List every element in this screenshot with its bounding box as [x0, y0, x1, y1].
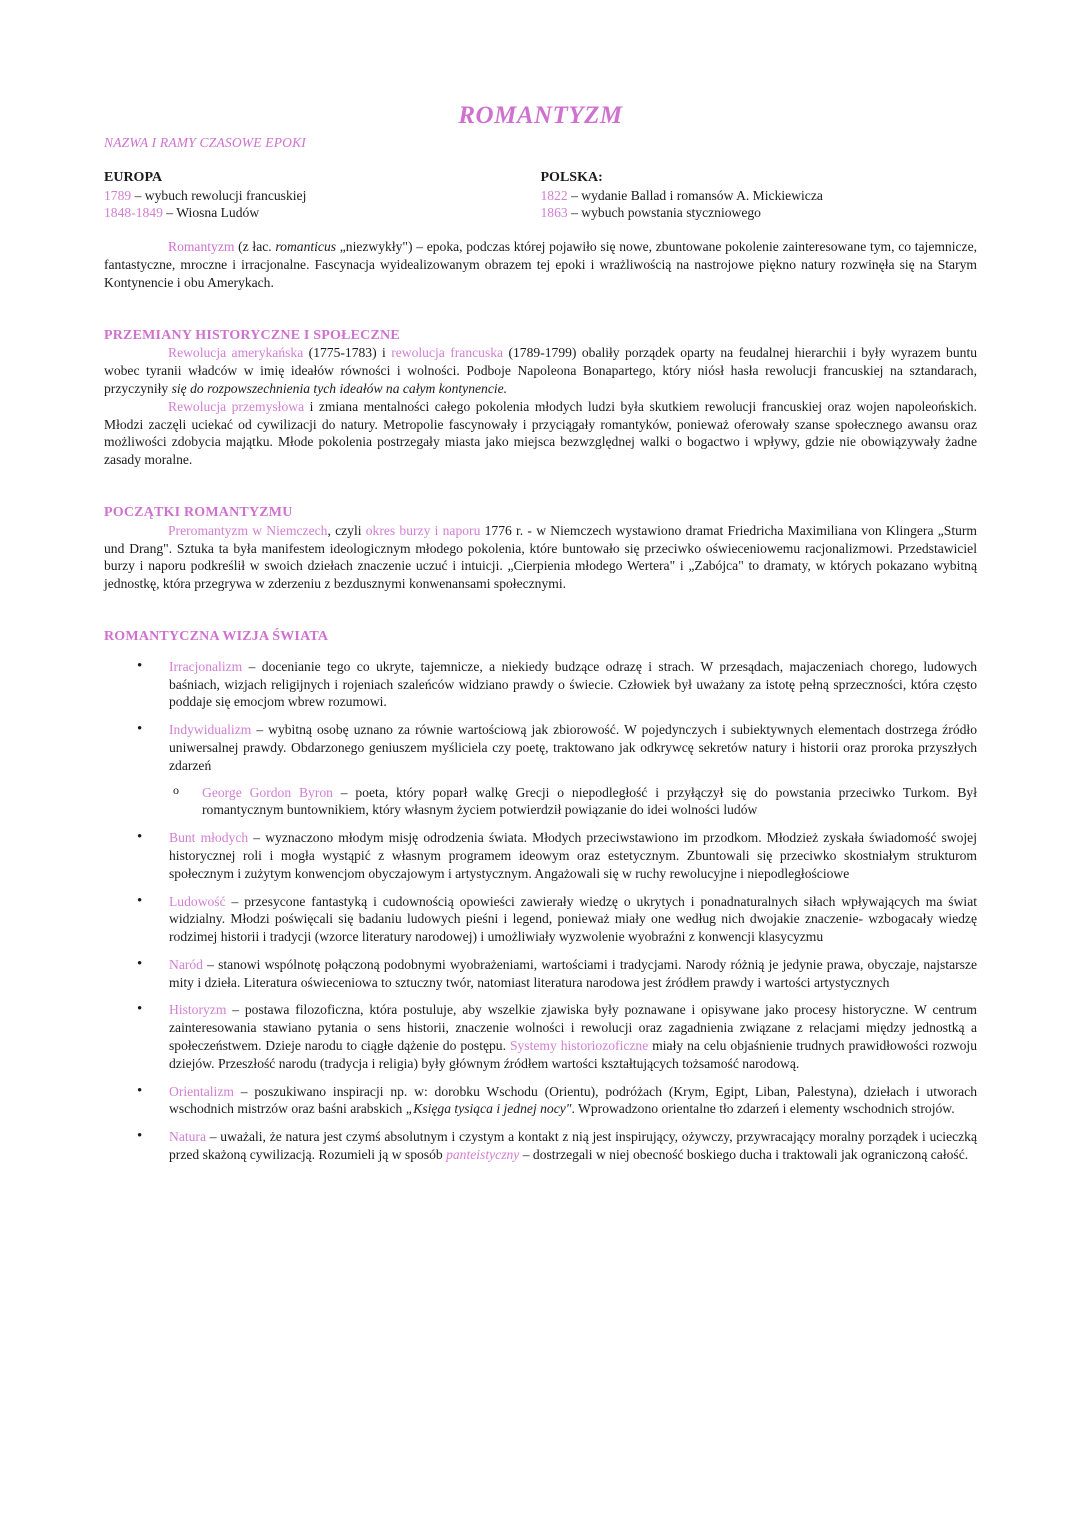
- text-run: „niezwykły") – epoka, podczas której pojawiło się nowe, zbuntowane pokolenie zainteresowane tym, co tajemnicze, fantastyczne, mroczne i irracjonalne. Fascynacja wyidealizowanym obrazem tej epoki i wrażliwością na nastrojowe piękno natury rozwinęła się na Starym Kontynencie i obu Amerykach.: [104, 239, 977, 290]
- section-heading-beginnings: POCZĄTKI ROMANTYZMU: [104, 504, 293, 520]
- date-year: 1822: [540, 187, 568, 203]
- term-storm-and-stress: okres burzy i naporu: [365, 522, 481, 538]
- section-heading-name-and-timeframe: NAZWA I RAMY CZASOWE EPOKI: [104, 135, 306, 150]
- document-page: [104, 100, 977, 1174]
- date-event: – wybuch rewolucji francuskiej: [131, 187, 307, 203]
- text-run: – postawa filozoficzna, która postuluje, aby wszelkie zjawiska były poznawane i opisywane jako procesy historyczne. W centrum zainteresowania stawiano pytania o sens historii, znaczenie wolności i rewolucji oraz zagadnienia związane z relacjami między jednostką a społeczeństwem. Dzieje narodu to ciągłe dążenie do postępu.: [169, 1002, 977, 1054]
- poland-date-line: [541, 204, 978, 222]
- text-run: i zmiana mentalności całego pokolenia młodych ludzi była skutkiem rewolucji francuskiej oraz wojen napoleońskich. Młodzi zaczęli uciekać od cywilizacji do natury. Metropolie fascynowały i przyciągały romantyków, ponieważ oferowały szanse społecznego awansu oraz możliwości zdobycia majątku. Młode pokolenia postrzegały miasta jako miejsca bezwzględnej walki o bogactwo i wpływy, gdzie nie obowiązywały żadne zasady moralne.: [104, 398, 977, 468]
- europe-column: [104, 169, 541, 222]
- italic-run: się do rozpowszechnienia tych ideałów na całym kontynencie.: [171, 380, 508, 396]
- text-run: – poszukiwano inspiracji np. w: dorobku Wschodu (Orientu), podróżach (Krym, Egipt, Liban, Palestyna), dziełach i utworach wschodnich mistrzów oraz baśni arabskich: [169, 1083, 977, 1117]
- list-item: [104, 829, 977, 882]
- section-heading-historical-changes: PRZEMIANY HISTORYCZNE I SPOŁECZNE: [104, 327, 400, 343]
- list-item: [104, 893, 977, 946]
- italic-term: panteistyczny: [446, 1147, 520, 1163]
- text-run: – wybitną osobę uznano za równie wartościową jak zbiorowość. W pojedynczych i subiektywnych elementach dostrzega źródło uniwersalnej prawdy. Obdarzonego geniuszem myśliciela czy poetę, traktowano jak odkrywcę sekretów natury i historii oraz proroka przyszłych zdarzeń: [169, 722, 977, 773]
- europe-date-line: [104, 187, 541, 205]
- text-run: , czyli: [327, 522, 366, 538]
- list-item: [104, 956, 977, 992]
- section-heading-worldview: ROMANTYCZNA WIZJA ŚWIATA: [104, 628, 329, 644]
- text-run: – poeta, który poparł walkę Grecji o niepodległość i przyłączył się do powstania przeciwko Turkom. Był romantycznym buntownikiem, który własnym życiem potwierdził powiązanie do idei wolności ludów: [202, 784, 977, 818]
- list-term: Indywidualizm: [169, 722, 252, 738]
- list-term: Historyzm: [169, 1002, 227, 1018]
- date-year: 1848-1849: [104, 205, 163, 221]
- term-american-revolution: Rewolucja amerykańska: [168, 345, 304, 361]
- europe-date-line: [104, 204, 541, 222]
- list-term: Naród: [169, 956, 203, 972]
- text-run: (1775-1783) i: [303, 345, 392, 361]
- date-year: 1789: [104, 187, 132, 203]
- text-run: – uważali, że natura jest czymś absolutnym i czystym a kontakt z nią jest inspirujący, ożywczy, przywracający moralny porządek i ucieczką przed skażoną cywilizacją. Rozumieli ją w sposób: [169, 1129, 977, 1163]
- latin-word: romanticus: [275, 239, 337, 255]
- list-term: Irracjonalizm: [169, 658, 243, 674]
- italic-run: „Księga tysiąca i jednej nocy": [405, 1101, 572, 1117]
- list-term: Systemy historiozoficzne: [509, 1038, 649, 1054]
- poland-column: [541, 169, 978, 222]
- date-event: – Wiosna Ludów: [162, 205, 260, 221]
- text-run: miały na celu objaśnienie trudnych prawidłowości rozwoju dziejów. Przeszłość narodu (tradycja i religia) były głównym źródłem wartości kształtujących tożsamość narodową.: [169, 1038, 977, 1071]
- text-run: – wyznaczono młodym misję odrodzenia świata. Młodych przeciwstawiono im przodkom. Młodzież zyskała świadomość swojej historycznej roli i mogła wystąpić z własnym programem ideowym oraz estetycznym. Zbuntowali się przeciwko skostniałym strukturom społecznym i zużytym konwencjom obyczajowym i artystycznym. Angażowali się w ruchy rewolucyjne i niepodległościowe: [169, 830, 977, 881]
- timeframe-columns: [104, 169, 977, 222]
- list-term: Bunt młodych: [169, 830, 249, 846]
- list-term: Natura: [169, 1129, 206, 1145]
- intro-paragraph: [104, 238, 977, 291]
- term-french-revolution: rewolucja francuska: [391, 345, 504, 361]
- poland-date-line: [541, 187, 978, 205]
- page-title: ROMANTYZM: [458, 102, 623, 129]
- text-run: (z łac.: [234, 239, 276, 255]
- paragraph-revolutions: [104, 344, 977, 397]
- list-item: [104, 721, 977, 819]
- date-year: 1863: [540, 205, 568, 221]
- poland-label: POLSKA:: [540, 169, 603, 185]
- list-item: [104, 1001, 977, 1072]
- list-item: [104, 1128, 977, 1164]
- text-run: 1776 r. - w Niemczech wystawiono dramat Friedricha Maximiliana von Klingera „Sturm und Drang". Sztuka ta była manifestem ideologicznym młodego pokolenia, które buntowało się przeciwko oświeceniowemu racjonalizmowi. Przedstawiciel burzy i naporu podkreślił w swoich dziełach znaczenie uczuć i intuicji. „Cierpienia młodego Wertera" i „Zabójca" to dramaty, w których pokazano wybitną jednostkę, która przegrywa w zderzeniu z bezdusznymi konwenansami społecznymi.: [104, 522, 977, 592]
- text-run: – dostrzegali w niej obecność boskiego ducha i traktowali jak ograniczoną całość.: [519, 1147, 969, 1163]
- date-event: – wybuch powstania styczniowego: [567, 205, 761, 221]
- paragraph-preromanticism: [104, 522, 977, 593]
- list-term: Ludowość: [169, 893, 226, 909]
- worldview-list: [104, 658, 977, 1164]
- europe-label: EUROPA: [104, 169, 163, 185]
- list-term: Orientalizm: [169, 1083, 234, 1099]
- list-term: George Gordon Byron: [202, 784, 333, 800]
- list-item: [104, 1083, 977, 1119]
- text-run: – przesycone fantastyką i cudownością opowieści zawierały wiedzę o ukrytych i ponadnaturalnych siłach wpływających ma świat widzialny. Młodzi poświęcali się badaniu ludowych pieśni i legend, ponieważ miały one według nich dwojakie znaczenie- wzbogacały wiedzę rodzimej historii i tradycji (wzorce literatury narodowej) i umożliwiały wyzwolenie wyobraźni z konwencji klasycyzmu: [169, 893, 977, 945]
- text-run: – stanowi wspólnotę połączoną podobnymi wyobrażeniami, wartościami i tradycjami. Narody różnią je jedynie prawa, obyczaje, najstarsze mity i dzieła. Literatura oświeceniowa to sztuczny twór, natomiast literatura narodowa jest źródłem prawdy i wartości artystycznych: [169, 956, 977, 990]
- date-event: – wydanie Ballad i romansów A. Mickiewicza: [567, 187, 823, 203]
- paragraph-industrial-revolution: [104, 398, 977, 469]
- term-industrial-revolution: Rewolucja przemysłowa: [168, 398, 305, 414]
- text-run: (1789-1799) obaliły porządek oparty na feudalnej hierarchii i były wyrazem buntu wobec tyranii władców w imię ideałów równości i wolności. Podboje Napoleona Bonapartego, który niósł hasła rewolucji francuskiej na sztandarach, przyczyniły: [104, 345, 978, 396]
- text-run: – docenianie tego co ukryte, tajemnicze, a niekiedy budzące odrazę i strach. W przesądach, majaczeniach chorego, ludowych baśniach, wizjach religijnych i rojeniach szaleńców widziano prawdy o świecie. Człowiek był uważany za istotę pełną sprzeczności, która często poddaje się emocjom wbrew rozumowi.: [169, 658, 977, 710]
- sub-list-item: [169, 784, 977, 820]
- term-romantyzm: Romantyzm: [168, 239, 235, 255]
- text-run: . Wprowadzono orientalne tło zdarzeń i elementy wschodnich strojów.: [571, 1101, 955, 1117]
- term-preromanticism: Preromantyzm w Niemczech: [168, 522, 328, 538]
- list-item: [104, 658, 977, 711]
